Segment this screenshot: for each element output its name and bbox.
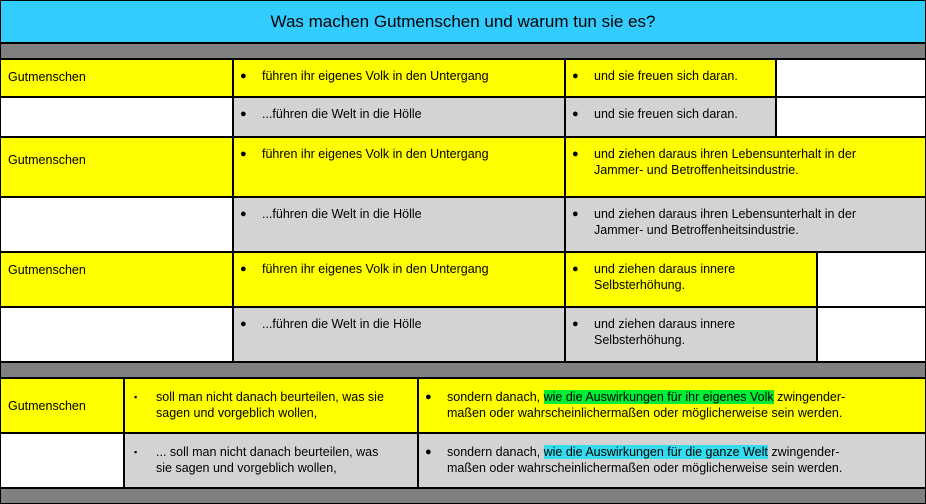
reason-text: und sie freuen sich daran.	[594, 69, 738, 83]
row-label: Gutmenschen	[0, 59, 233, 97]
action-text: führen ihr eigenes Volk in den Untergang	[262, 262, 489, 276]
outcome-text: sondern danach, wie die Auswirkungen für die ganze Welt zwingender- maßen oder wahrscheinlichermaßen oder möglicherweise sein werden.	[447, 445, 843, 475]
bullet-icon: ●	[425, 446, 432, 458]
judge-cell	[124, 433, 418, 488]
empty-cell	[776, 59, 926, 97]
highlighted-text: wie die Auswirkungen für die ganze Welt	[543, 445, 768, 459]
action-text: ...führen die Welt in die Hölle	[262, 107, 422, 121]
reason-text: und ziehen daraus ihren Lebensunterhalt in der Jammer- und Betroffenheitsindustrie.	[594, 207, 856, 237]
outcome-cell	[418, 378, 926, 433]
judge-text: ... soll man nicht danach beurteilen, was sie sagen und vorgeblich wollen,	[156, 445, 379, 475]
outcome-text: sondern danach, wie die Auswirkungen für ihr eigenes Volk zwingender- maßen oder wahrscheinlichermaßen oder möglicherweise sein werden.	[447, 390, 846, 420]
reason-cell	[565, 97, 776, 137]
action-cell	[233, 137, 565, 197]
bullet-icon: ●	[572, 318, 579, 330]
reason-text: und sie freuen sich daran.	[594, 107, 738, 121]
judge-text: soll man nicht danach beurteilen, was sie sagen und vorgeblich wollen,	[156, 390, 384, 420]
action-cell	[233, 307, 565, 362]
highlighted-text: wie die Auswirkungen für ihr eigenes Volk	[543, 390, 774, 404]
action-cell	[233, 197, 565, 252]
action-cell	[233, 252, 565, 307]
row-label: Gutmenschen	[0, 137, 233, 197]
reason-cell	[565, 252, 817, 307]
separator-bar	[0, 43, 926, 59]
bullet-icon: ●	[425, 391, 432, 403]
bullet-icon: ●	[240, 318, 247, 330]
empty-cell	[0, 433, 124, 488]
reason-cell	[565, 137, 926, 197]
square-bullet-icon: ▪	[134, 447, 138, 457]
action-cell	[233, 59, 565, 97]
empty-cell	[817, 252, 926, 307]
bullet-icon: ●	[572, 263, 579, 275]
action-text: führen ihr eigenes Volk in den Untergang	[262, 147, 489, 161]
empty-cell	[817, 307, 926, 362]
row-label: Gutmenschen	[0, 378, 124, 433]
bullet-icon: ●	[240, 263, 247, 275]
row-label: Gutmenschen	[0, 252, 233, 307]
bullet-icon: ●	[572, 148, 579, 160]
outcome-cell	[418, 433, 926, 488]
action-text: führen ihr eigenes Volk in den Untergang	[262, 69, 489, 83]
separator-bar	[0, 362, 926, 378]
empty-cell	[776, 97, 926, 137]
reason-text: und ziehen daraus innere Selbsterhöhung.	[594, 262, 736, 292]
square-bullet-icon: ▪	[134, 392, 138, 402]
empty-cell	[0, 97, 233, 137]
bullet-icon: ●	[240, 148, 247, 160]
empty-cell	[0, 307, 233, 362]
judge-cell	[124, 378, 418, 433]
reason-text: und ziehen daraus ihren Lebensunterhalt in der Jammer- und Betroffenheitsindustrie.	[594, 147, 856, 177]
empty-cell	[0, 197, 233, 252]
action-cell	[233, 97, 565, 137]
reason-cell	[565, 197, 926, 252]
bullet-icon: ●	[572, 108, 579, 120]
reason-text: und ziehen daraus innere Selbsterhöhung.	[594, 317, 736, 347]
reason-cell	[565, 307, 817, 362]
bullet-icon: ●	[572, 70, 579, 82]
action-text: ...führen die Welt in die Hölle	[262, 207, 422, 221]
bullet-icon: ●	[240, 70, 247, 82]
reason-cell	[565, 59, 776, 97]
action-text: ...führen die Welt in die Hölle	[262, 317, 422, 331]
separator-bar	[0, 488, 926, 504]
bullet-icon: ●	[240, 208, 247, 220]
bullet-icon: ●	[240, 108, 247, 120]
bullet-icon: ●	[572, 208, 579, 220]
page-title: Was machen Gutmenschen und warum tun sie es?	[0, 0, 926, 43]
